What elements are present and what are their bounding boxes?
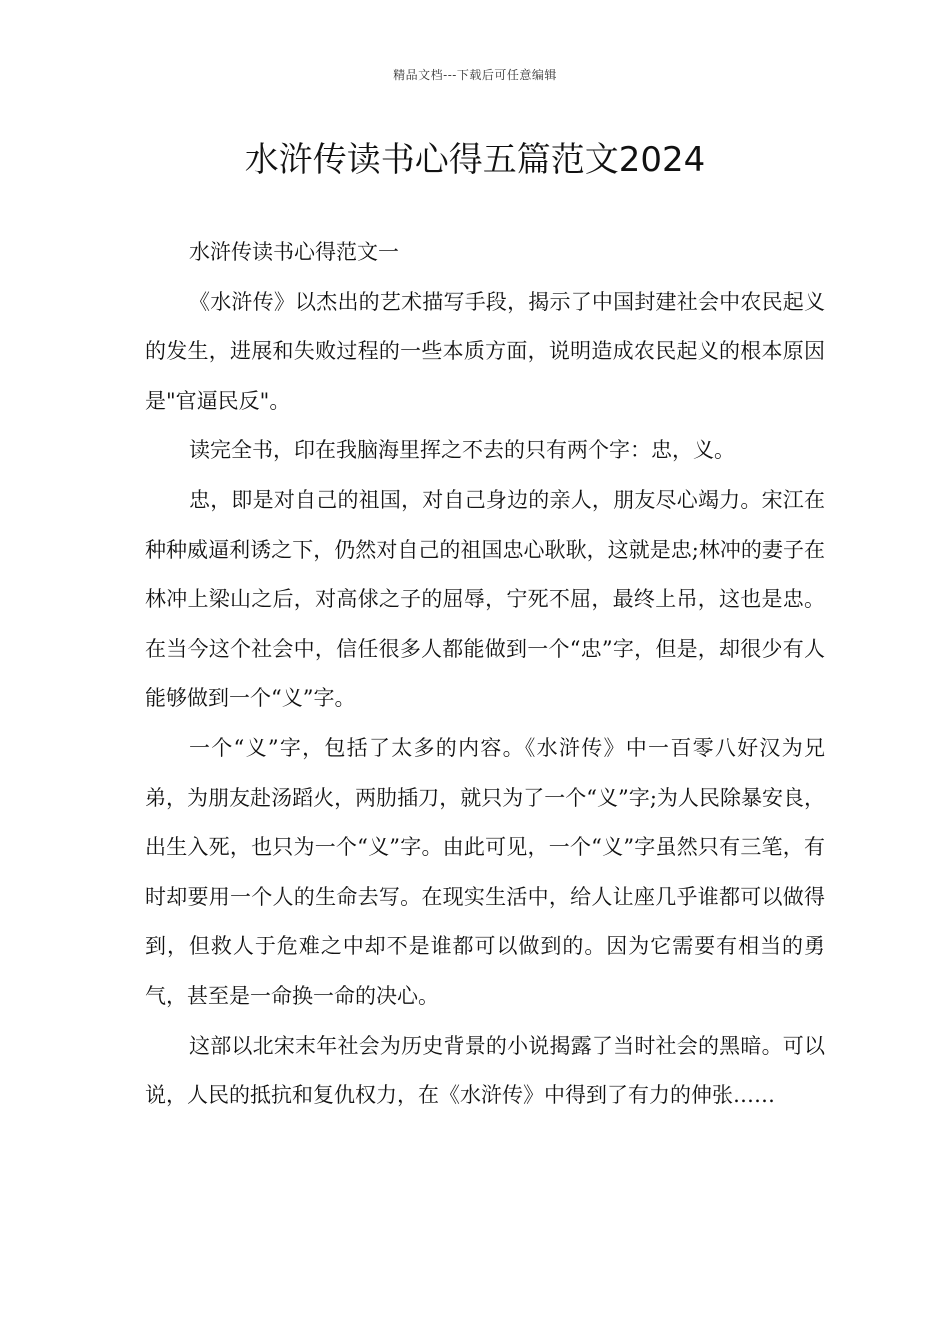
page-header: 精品文档---下载后可任意编辑 bbox=[393, 68, 557, 82]
document-body bbox=[145, 228, 825, 1121]
paragraph: 读完全书，印在我脑海里挥之不去的只有两个字：忠，义。 bbox=[189, 438, 735, 463]
section-heading: 水浒传读书心得范文一 bbox=[189, 240, 399, 264]
paragraph: 一个“义”字，包括了太多的内容。《水浒传》中一百零八好汉为兄弟，为朋友赴汤蹈火，两肋插刀，就只为了一个“义”字;为人民除暴安良，出生入死，也只为一个“义”字。由此可见，一个“义”字虽然只有三笔，有时却要用一个人的生命去写。在现实生活中，给人让座几乎谁都可以做得到，但救人于危难之中却不是谁都可以做到的。因为它需要有相当的勇气，甚至是一命换一命的决心。 bbox=[145, 735, 825, 1008]
paragraph: 忠，即是对自己的祖国，对自己身边的亲人，朋友尽心竭力。宋江在种种威逼利诱之下，仍然对自己的祖国忠心耿耿，这就是忠;林冲的妻子在林冲上梁山之后，对高俅之子的屈辱，宁死不屈，最终上吊，这也是忠。在当今这个社会中，信任很多人都能做到一个“忠”字，但是，却很少有人能够做到一个“义”字。 bbox=[145, 487, 825, 711]
paragraph: 《水浒传》以杰出的艺术描写手段，揭示了中国封建社会中农民起义的发生，进展和失败过程的一些本质方面，说明造成农民起义的根本原因是"官逼民反"。 bbox=[145, 289, 825, 413]
paragraph: 这部以北宋末年社会为历史背景的小说揭露了当时社会的黑暗。可以说，人民的抵抗和复仇权力，在《水浒传》中得到了有力的伸张…… bbox=[145, 1033, 825, 1108]
document-title: 水浒传读书心得五篇范文2024 bbox=[244, 140, 706, 180]
